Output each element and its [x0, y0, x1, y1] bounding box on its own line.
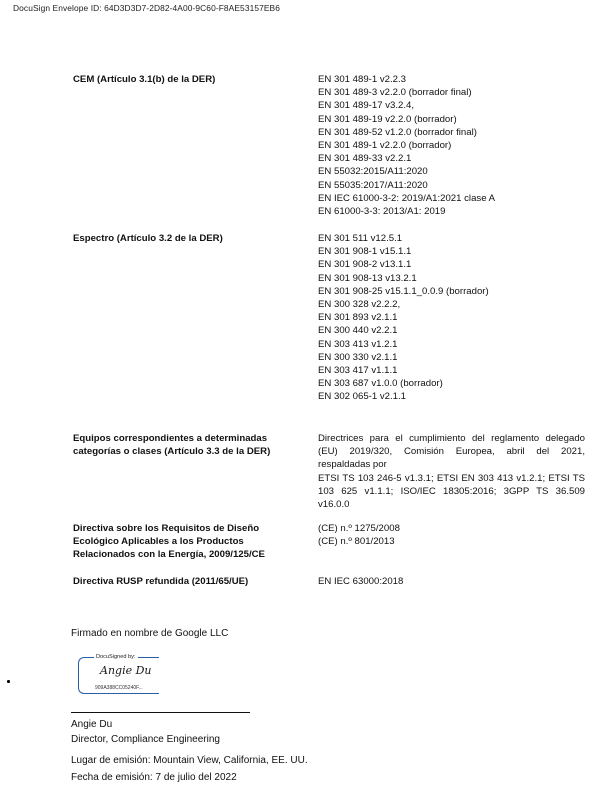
standard-item: EN 301 489-52 v1.2.0 (borrador final)	[318, 126, 477, 138]
standard-item: EN 301 511 v12.5.1	[318, 233, 403, 244]
docusign-signature-box	[78, 654, 164, 694]
standard-item: EN IEC 63000:2018	[318, 576, 404, 587]
margin-dot	[7, 680, 10, 683]
date-of-issue: Fecha de emisión: 7 de julio del 2022	[71, 772, 237, 783]
section-label: Espectro (Artículo 3.2 de la DER)	[73, 233, 223, 244]
standard-item: EN 301 489-17 v3.2.4,	[318, 100, 415, 112]
standard-item: EN 55035:2017/A11:2020	[318, 179, 428, 191]
section-values	[318, 522, 585, 548]
standard-item: EN 301 489-1 v2.2.3	[318, 74, 407, 85]
signer-name: Angie Du	[71, 719, 113, 730]
standard-item: EN 301 908-13 v13.2.1	[318, 272, 417, 284]
standard-item: EN 301 489-33 v2.2.1	[318, 153, 412, 165]
signer-title: Director, Compliance Engineering	[71, 734, 220, 745]
guidelines-text: Directrices para el cumplimiento del reglamento delegado (EU) 2019/320, Comisión Europea, abril del 2021, respaldadas por	[318, 433, 585, 471]
section-label: Directiva sobre los Requisitos de Diseño Ecológico Aplicables a los Productos Relacionados con la Energía, 2009/125/CE	[73, 523, 265, 561]
section-label: Directiva RUSP refundida (2011/65/UE)	[73, 576, 249, 587]
standard-item: EN 61000-3-3: 2013/A1: 2019	[318, 206, 446, 218]
standard-item: EN 301 908-1 v15.1.1	[318, 246, 412, 258]
section-values	[318, 73, 585, 218]
regulation-item: (CE) n.º 801/2013	[318, 536, 395, 548]
signature-code: 909A388CC05240F...	[95, 685, 143, 691]
standard-item: EN IEC 61000-3-2: 2019/A1:2021 clase A	[318, 192, 496, 204]
supporting-standards-text: ETSI TS 103 246-5 v1.3.1; ETSI EN 303 413 v1.2.1; ETSI TS 103 625 v1.1.1; ISO/IEC 18305:2016; 3GPP TS 36.509 v16.0.0	[318, 472, 585, 511]
standard-item: EN 303 417 v1.1.1	[318, 365, 398, 377]
standard-item: EN 301 489-19 v2.2.0 (borrador)	[318, 113, 457, 125]
docusigned-by-label: DocuSigned by:	[96, 654, 136, 660]
standard-item: EN 300 330 v2.1.1	[318, 351, 398, 363]
section-label: CEM (Artículo 3.1(b) de la DER)	[73, 74, 216, 85]
standard-item: EN 303 413 v1.2.1	[318, 338, 398, 350]
standard-item: EN 301 489-3 v2.2.0 (borrador final)	[318, 87, 472, 99]
standard-item: EN 301 908-2 v13.1.1	[318, 259, 412, 271]
docusign-envelope-id: DocuSign Envelope ID: 64D3D3D7-2D82-4A00-9C60-F8AE53157EB6	[13, 3, 280, 13]
standard-item: EN 55032:2015/A11:2020	[318, 166, 428, 178]
handwritten-signature: Angie Du	[100, 664, 152, 677]
section-values	[318, 232, 585, 404]
signed-for-text: Firmado en nombre de Google LLC	[71, 628, 229, 639]
standard-item: EN 301 489-1 v2.2.0 (borrador)	[318, 140, 452, 152]
section-values	[318, 432, 585, 511]
standard-item: EN 303 687 v1.0.0 (borrador)	[318, 378, 443, 390]
regulation-item: (CE) n.º 1275/2008	[318, 523, 400, 534]
section-label: Equipos correspondientes a determinadas categorías o clases (Artículo 3.3 de la DER)	[73, 433, 271, 458]
standard-item: EN 300 440 v2.2.1	[318, 325, 398, 337]
section-values	[318, 575, 585, 588]
place-of-issue: Lugar de emisión: Mountain View, California, EE. UU.	[71, 755, 308, 766]
standard-item: EN 301 908-25 v15.1.1_0.0.9 (borrador)	[318, 285, 489, 297]
standard-item: EN 301 893 v2.1.1	[318, 312, 398, 324]
standard-item: EN 300 328 v2.2.2,	[318, 299, 401, 311]
signature-line	[71, 712, 250, 713]
standard-item: EN 302 065-1 v2.1.1	[318, 391, 407, 403]
